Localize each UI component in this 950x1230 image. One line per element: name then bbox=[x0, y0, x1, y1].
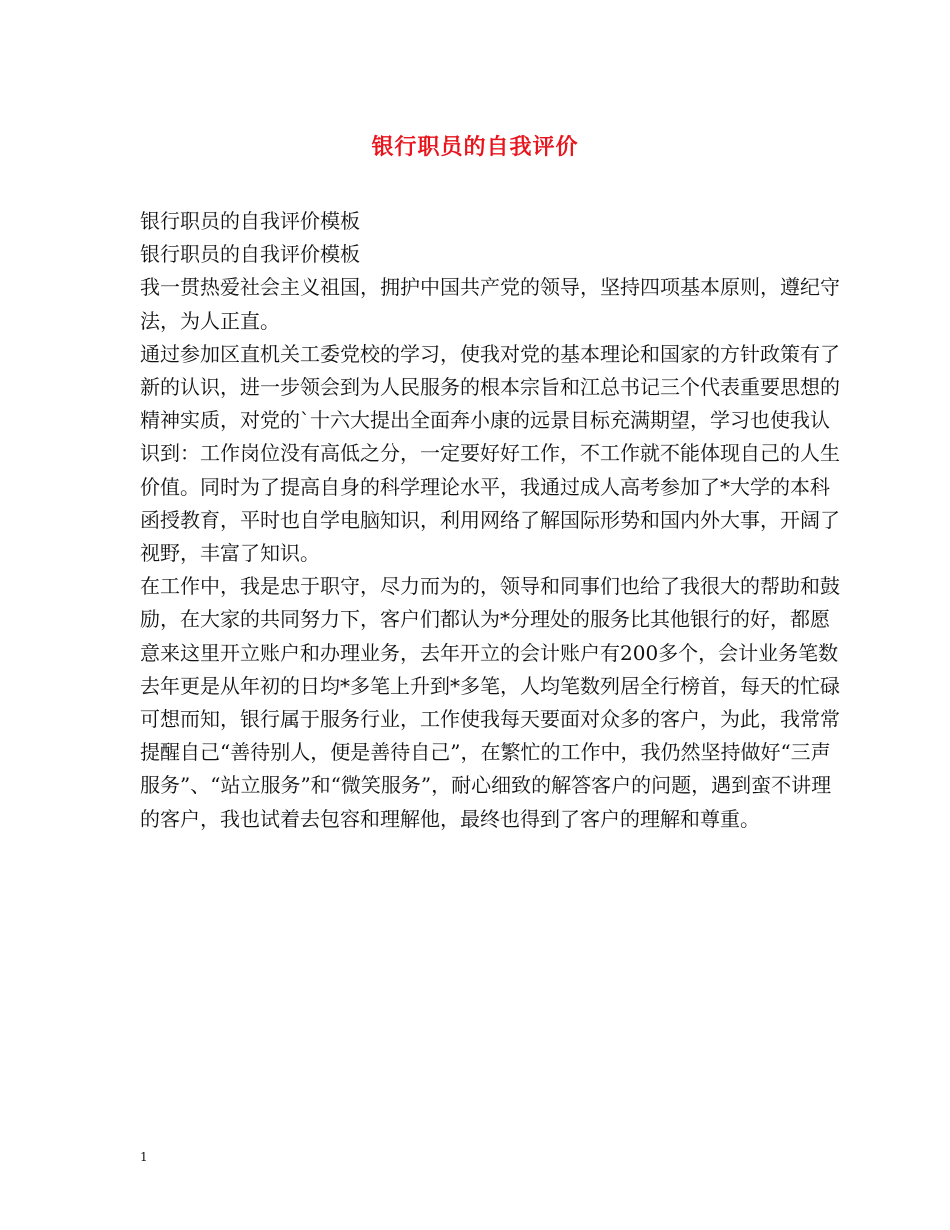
paragraph-study: 通过参加区直机关工委党校的学习，使我对党的基本理论和国家的方针政策有了新的认识，进一步领会到为人民服务的根本宗旨和江总书记三个代表重要思想的精神实质，对党的`十六大提出全面奔小康的远景目标充满期望，学习也使我认识到：工作岗位没有高低之分，一定要好好工作，不工作就不能体现自己的人生价值。同时为了提高自身的科学理论水平，我通过成人高考参加了*大学的本科函授教育，平时也自学电脑知识，利用网络了解国际形势和国内外大事，开阔了视野，丰富了知识。 bbox=[140, 341, 840, 566]
page-number: 1 bbox=[140, 1150, 148, 1164]
paragraph-subtitle: 银行职员的自我评价模板 bbox=[140, 209, 360, 233]
document-body bbox=[140, 205, 840, 836]
paragraph-work: 在工作中，我是忠于职守，尽力而为的，领导和同事们也给了我很大的帮助和鼓励，在大家的共同努力下，客户们都认为*分理处的服务比其他银行的好，都愿意来这里开立账户和办理业务，去年开立的会计账户有200多个，会计业务笔数去年更是从年初的日均*多笔上升到*多笔，人均笔数列居全行榜首，每天的忙碌可想而知，银行属于服务行业，工作使我每天要面对众多的客户，为此，我常常提醒自己“善待别人，便是善待自己”，在繁忙的工作中，我仍然坚持做好“三声服务”、“站立服务”和“微笑服务”，耐心细致的解答客户的问题，遇到蛮不讲理的客户，我也试着去包容和理解他，最终也得到了客户的理解和尊重。 bbox=[140, 574, 840, 831]
document-title: 银行职员的自我评价 bbox=[371, 134, 579, 160]
paragraph-principles: 我一贯热爱社会主义祖国，拥护中国共产党的领导，坚持四项基本原则，遵纪守法，为人正直。 bbox=[140, 275, 840, 333]
paragraph-subtitle-repeat: 银行职员的自我评价模板 bbox=[140, 242, 360, 267]
